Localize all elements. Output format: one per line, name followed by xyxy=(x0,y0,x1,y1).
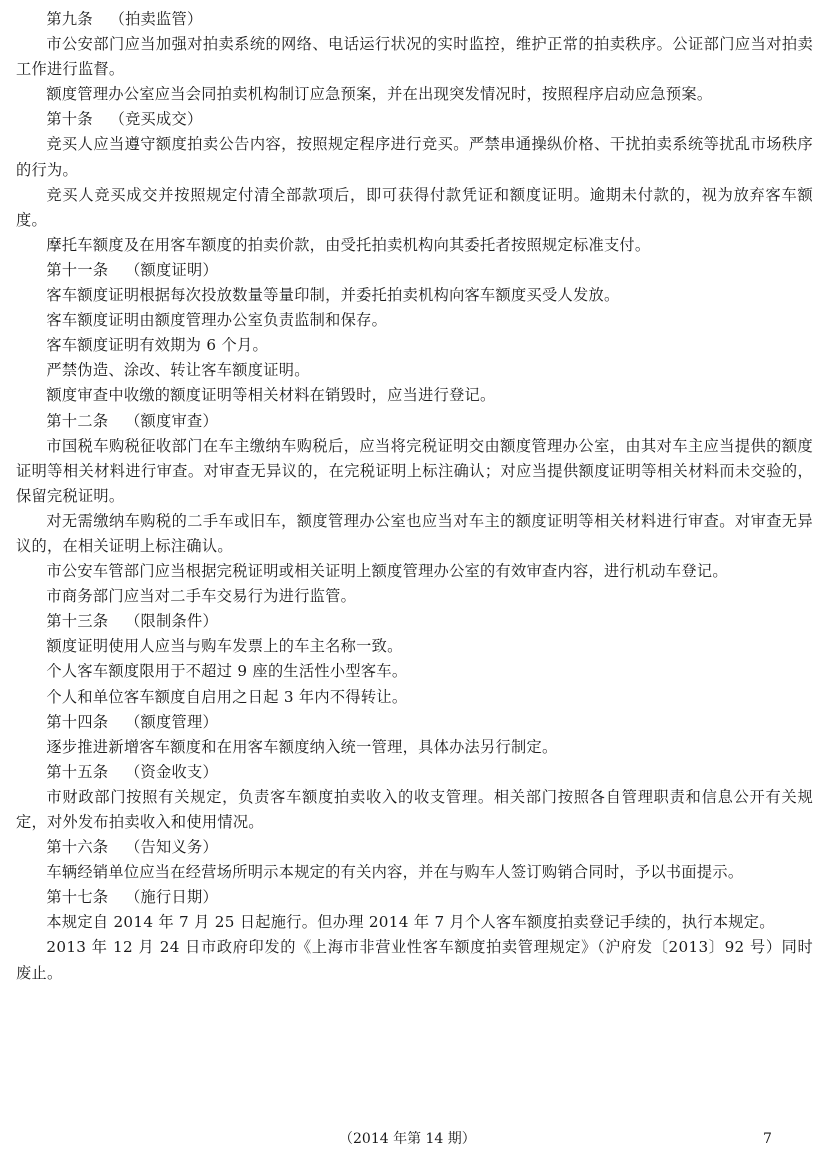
paragraph: 个人客车额度限用于不超过 9 座的生活性小型客车。 xyxy=(46,662,408,681)
issue-label: （2014 年第 14 期） xyxy=(339,1131,476,1147)
article-heading xyxy=(16,409,813,434)
article-heading xyxy=(16,107,813,132)
article-heading xyxy=(16,609,813,634)
paragraph: 市公安车管部门应当根据完税证明或相关证明上额度管理办公室的有效审查内容，进行机动车登记。 xyxy=(46,562,728,581)
paragraph: 客车额度证明由额度管理办公室负责监制和保存。 xyxy=(46,311,388,330)
paragraph: 市财政部门按照有关规定，负责客车额度拍卖收入的收支管理。相关部门按照各自管理职责和信息公开有关规定，对外发布拍卖收入和使用情况。 xyxy=(16,787,813,831)
article-title: （拍卖监管） xyxy=(109,10,203,28)
article-title: （告知义务） xyxy=(125,838,218,857)
paragraph: 严禁伪造、涂改、转让客车额度证明。 xyxy=(46,361,310,380)
article-heading xyxy=(16,710,813,735)
paragraph: 个人和单位客车额度自启用之日起 3 年内不得转让。 xyxy=(46,687,408,706)
article-number: 第十四条 xyxy=(46,712,109,731)
article-heading xyxy=(16,258,813,283)
article-number: 第十五条 xyxy=(46,762,109,781)
article-title: （限制条件） xyxy=(125,612,218,631)
article-heading xyxy=(16,7,813,32)
article-number: 第十七条 xyxy=(46,888,109,907)
article-title: （额度审查） xyxy=(125,411,218,430)
paragraph: 对无需缴纳车购税的二手车或旧车，额度管理办公室也应当对车主的额度证明等相关材料进行审查。对审查无异议的，在相关证明上标注确认。 xyxy=(16,511,813,555)
article-title: （额度证明） xyxy=(125,260,218,279)
paragraph: 市商务部门应当对二手车交易行为进行监管。 xyxy=(46,587,357,606)
article-number: 第十条 xyxy=(46,110,93,129)
paragraph: 额度证明使用人应当与购车发票上的车主名称一致。 xyxy=(46,637,403,656)
article-number: 第十六条 xyxy=(46,838,109,857)
paragraph: 2013 年 12 月 24 日市政府印发的《上海市非营业性客车额度拍卖管理规定》（沪府发〔2013〕92 号）同时废止。 xyxy=(16,938,813,982)
article-number: 第九条 xyxy=(46,10,93,28)
article-heading xyxy=(16,835,813,860)
article-heading xyxy=(16,885,813,910)
paragraph: 客车额度证明根据每次投放数量等量印制，并委托拍卖机构向客车额度买受人发放。 xyxy=(46,286,620,305)
paragraph: 本规定自 2014 年 7 月 25 日起施行。但办理 2014 年 7 月个人客车额度拍卖登记手续的，执行本规定。 xyxy=(46,913,775,932)
paragraph: 市国税车购税征收部门在车主缴纳车购税后，应当将完税证明交由额度管理办公室，由其对车主应当提供的额度证明等相关材料进行审查。对审查无异议的，在完税证明上标注确认；对应当提供额度证明等相关材料而未交验的，保留完税证明。 xyxy=(16,436,813,505)
paragraph: 额度审查中收缴的额度证明等相关材料在销毁时，应当进行登记。 xyxy=(46,386,496,405)
article-title: （资金收支） xyxy=(125,762,218,781)
paragraph: 竞买人竞买成交并按照规定付清全部款项后，即可获得付款凭证和额度证明。逾期未付款的，视为放弃客车额度。 xyxy=(16,185,813,229)
article-title: （施行日期） xyxy=(125,888,218,907)
paragraph: 车辆经销单位应当在经营场所明示本规定的有关内容，并在与购车人签订购销合同时，予以书面提示。 xyxy=(46,863,744,882)
paragraph: 竞买人应当遵守额度拍卖公告内容，按照规定程序进行竞买。严禁串通操纵价格、干扰拍卖系统等扰乱市场秩序的行为。 xyxy=(16,135,813,179)
paragraph: 市公安部门应当加强对拍卖系统的网络、电话运行状况的实时监控，维护正常的拍卖秩序。公证部门应当对拍卖工作进行监督。 xyxy=(16,35,813,79)
page-number: 7 xyxy=(763,1131,772,1147)
page-footer xyxy=(0,1127,827,1151)
article-number: 第十一条 xyxy=(46,260,109,279)
article-title: （竞买成交） xyxy=(109,110,203,129)
paragraph: 逐步推进新增客车额度和在用客车额度纳入统一管理，具体办法另行制定。 xyxy=(46,737,558,756)
document-body xyxy=(16,7,813,986)
article-heading xyxy=(16,760,813,785)
paragraph: 客车额度证明有效期为 6 个月。 xyxy=(46,336,268,355)
article-number: 第十三条 xyxy=(46,612,109,631)
paragraph: 额度管理办公室应当会同拍卖机构制订应急预案，并在出现突发情况时，按照程序启动应急预案。 xyxy=(46,85,713,104)
article-title: （额度管理） xyxy=(125,712,218,731)
paragraph: 摩托车额度及在用客车额度的拍卖价款，由受托拍卖机构向其委托者按照规定标准支付。 xyxy=(46,235,651,254)
article-number: 第十二条 xyxy=(46,411,109,430)
